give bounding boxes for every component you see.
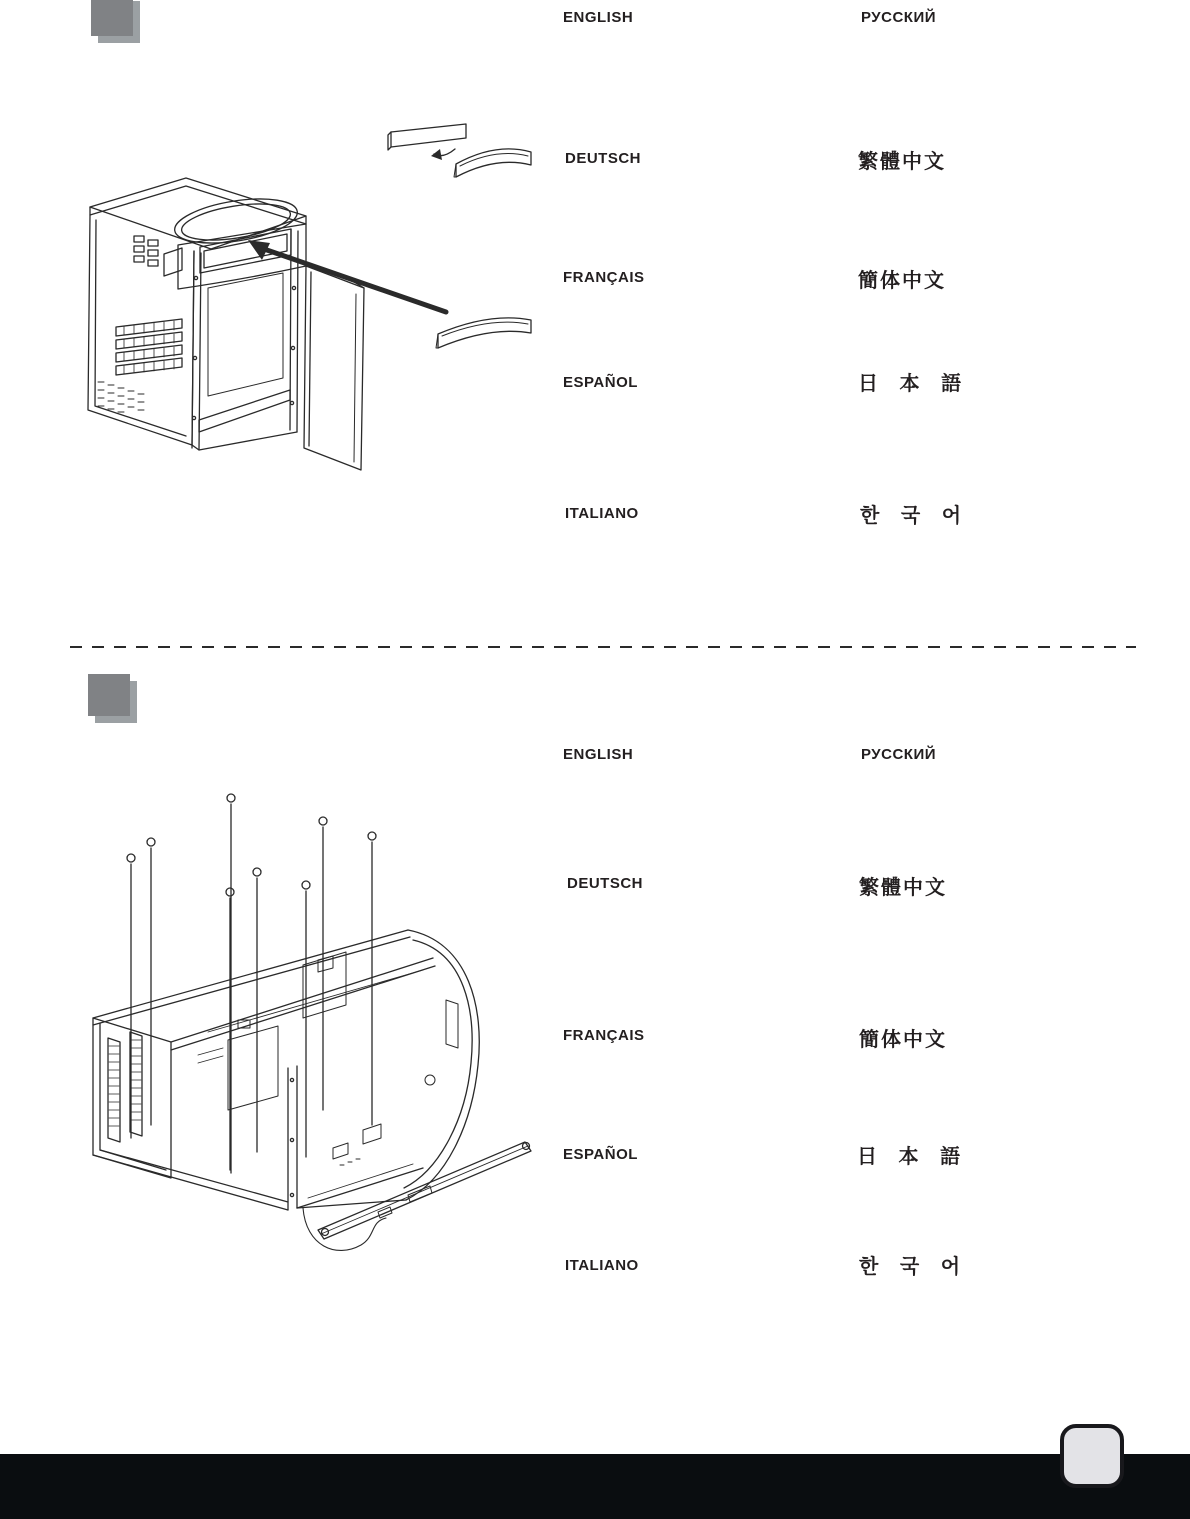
step-marker-face (91, 0, 133, 36)
language-label-italian-1: ITALIANO (565, 505, 639, 522)
language-label-japanese-2: 日 本 語 (857, 1146, 969, 1168)
language-label-french-1: FRANÇAIS (563, 269, 645, 286)
language-label-schinese-1: 簡体中文 (858, 270, 946, 292)
footer-bar (0, 1454, 1190, 1519)
language-label-russian-2: РУССКИЙ (861, 746, 937, 763)
step-marker-face (88, 674, 130, 716)
language-label-spanish-1: ESPAÑOL (563, 374, 638, 391)
case-upright-bezel-illustration (78, 118, 558, 480)
language-label-russian-1: РУССКИЙ (861, 9, 937, 26)
language-label-english-1: ENGLISH (563, 9, 634, 26)
language-label-german-1: DEUTSCH (565, 150, 642, 167)
step-2-marker (88, 674, 130, 716)
page-number-badge (1060, 1424, 1124, 1488)
language-label-spanish-2: ESPAÑOL (563, 1146, 638, 1163)
language-label-english-2: ENGLISH (563, 746, 634, 763)
language-label-korean-2: 한 국 어 (859, 1256, 969, 1278)
step-1-marker (91, 0, 133, 36)
language-label-tchinese-2: 繁體中文 (859, 877, 947, 899)
language-label-tchinese-1: 繁體中文 (858, 151, 946, 173)
language-label-korean-1: 한 국 어 (860, 505, 970, 527)
language-label-italian-2: ITALIANO (565, 1257, 639, 1274)
language-label-german-2: DEUTSCH (567, 875, 644, 892)
language-label-schinese-2: 簡体中文 (859, 1029, 947, 1051)
language-label-japanese-1: 日 本 語 (858, 373, 970, 395)
case-horizontal-screws-illustration (78, 780, 558, 1280)
section-divider (70, 646, 1136, 648)
language-label-french-2: FRANÇAIS (563, 1027, 645, 1044)
